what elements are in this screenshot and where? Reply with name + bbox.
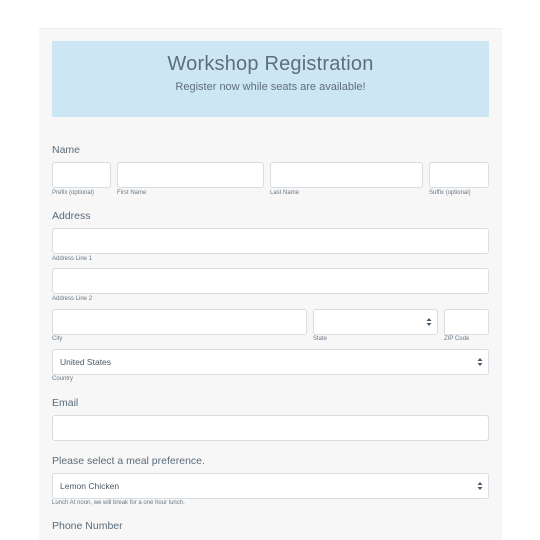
meal-select-value: Lemon Chicken [60, 481, 120, 491]
prefix-sublabel: Prefix (optional) [52, 190, 95, 196]
meal-label: Please select a meal preference. [52, 455, 205, 467]
prefix-input[interactable] [52, 162, 111, 188]
address-line2-input[interactable] [52, 268, 489, 294]
suffix-sublabel: Suffix (optional) [429, 190, 471, 196]
meal-help-text: Lunch At noon, we will break for a one hour lunch. [52, 500, 185, 506]
address-line1-sublabel: Address Line 1 [52, 256, 93, 262]
address-line1-input[interactable] [52, 228, 489, 254]
state-sublabel: State [313, 336, 328, 342]
meal-select[interactable] [52, 473, 489, 499]
country-sublabel: Country [52, 376, 74, 382]
form-header [52, 41, 489, 117]
address-line2-sublabel: Address Line 2 [52, 296, 93, 302]
updown-chevron-icon [477, 357, 483, 367]
state-select[interactable] [313, 309, 438, 335]
country-select[interactable] [52, 349, 489, 375]
name-label: Name [52, 144, 81, 156]
last-name-sublabel: Last Name [270, 190, 300, 196]
country-select-value: United States [60, 357, 112, 367]
email-label: Email [52, 397, 79, 409]
first-name-sublabel: First Name [117, 190, 147, 196]
address-label: Address [52, 210, 91, 222]
suffix-input[interactable] [429, 162, 489, 188]
form-subtitle: Register now while seats are available! [175, 81, 366, 93]
updown-chevron-icon [477, 481, 483, 491]
zip-input[interactable] [444, 309, 489, 335]
city-input[interactable] [52, 309, 307, 335]
zip-sublabel: ZIP Code [444, 336, 470, 342]
city-sublabel: City [52, 336, 63, 342]
email-input[interactable] [52, 415, 489, 441]
updown-chevron-icon [426, 317, 432, 327]
phone-label: Phone Number [52, 520, 123, 532]
first-name-input[interactable] [117, 162, 264, 188]
form-title: Workshop Registration [167, 53, 374, 75]
last-name-input[interactable] [270, 162, 423, 188]
